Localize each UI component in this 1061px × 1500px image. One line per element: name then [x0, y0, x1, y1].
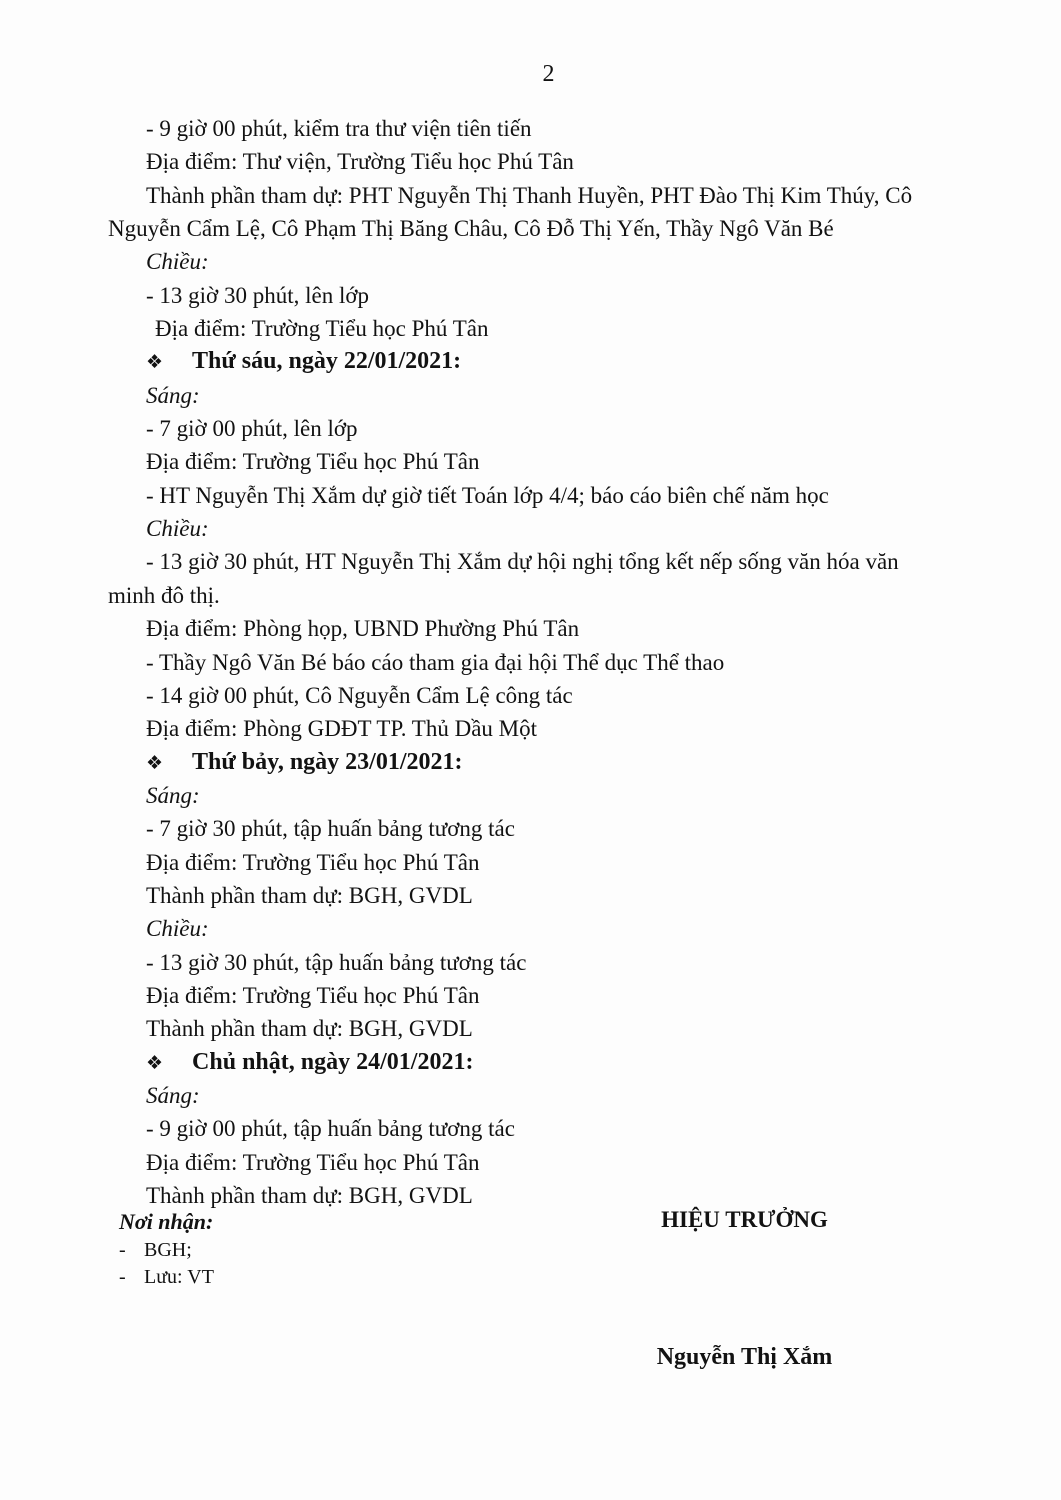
recipients-block — [119, 1207, 214, 1290]
signature-name: Nguyễn Thị Xắm — [656, 1344, 833, 1370]
schedule-line: Địa điểm: Trường Tiểu học Phú Tân — [155, 316, 489, 342]
schedule-line: minh đô thị. — [108, 582, 220, 608]
schedule-line: - 13 giờ 30 phút, tập huấn bảng tương tác — [146, 949, 527, 975]
schedule-line: - 7 giờ 30 phút, tập huấn bảng tương tác — [146, 816, 515, 842]
session-label: Sáng: — [146, 382, 200, 408]
recipients-list — [119, 1237, 214, 1290]
signature-title: HIỆU TRƯỞNG — [661, 1207, 828, 1232]
schedule-body — [108, 112, 1021, 1212]
recipients-label: Nơi nhận: — [119, 1209, 214, 1234]
day-heading — [108, 345, 1021, 378]
schedule-line: Địa điểm: Trường Tiểu học Phú Tân — [146, 982, 480, 1008]
schedule-line: Thành phần tham dự: BGH, GVDL — [146, 1016, 473, 1042]
list-dash: - — [119, 1265, 126, 1288]
schedule-line: Thành phần tham dự: PHT Nguyễn Thị Thanh Huyền, PHT Đào Thị Kim Thúy, Cô — [146, 182, 913, 208]
schedule-line: Thành phần tham dự: BGH, GVDL — [146, 882, 473, 908]
schedule-line: Thành phần tham dự: BGH, GVDL — [146, 1183, 473, 1208]
session-label: Chiều: — [146, 249, 209, 275]
schedule-line: - Thầy Ngô Văn Bé báo cáo tham gia đại hội Thể dục Thể thao — [146, 649, 725, 675]
recipient-text: BGH; — [144, 1239, 192, 1261]
diamond-bullet-icon: ❖ — [146, 751, 164, 774]
session-label: Sáng: — [146, 782, 200, 808]
diamond-bullet-icon: ❖ — [146, 1051, 164, 1074]
list-dash: - — [119, 1239, 126, 1261]
recipient-text: Lưu: VT — [144, 1265, 214, 1288]
schedule-line: - 14 giờ 00 phút, Cô Nguyễn Cẩm Lệ công tác — [146, 682, 573, 708]
recipient-item — [119, 1264, 214, 1291]
schedule-line: Địa điểm: Phòng họp, UBND Phường Phú Tân — [146, 616, 580, 642]
schedule-line: - 13 giờ 30 phút, lên lớp — [146, 282, 370, 308]
recipient-item — [119, 1237, 214, 1264]
diamond-bullet-icon: ❖ — [146, 351, 164, 374]
schedule-line: Địa điểm: Trường Tiểu học Phú Tân — [146, 449, 480, 475]
schedule-line: Nguyễn Cẩm Lệ, Cô Phạm Thị Băng Châu, Cô Đỗ Thị Yến, Thầy Ngô Văn Bé — [108, 216, 834, 242]
day-heading-text: Chủ nhật, ngày 24/01/2021: — [192, 1048, 474, 1075]
day-heading-text: Thứ bảy, ngày 23/01/2021: — [192, 748, 463, 775]
schedule-line: Địa điểm: Phòng GDĐT TP. Thủ Dầu Một — [146, 716, 538, 742]
session-label: Chiều: — [146, 516, 209, 542]
day-heading — [108, 1046, 1021, 1079]
signature-block — [557, 1205, 932, 1373]
schedule-line: Địa điểm: Thư viện, Trường Tiểu học Phú Tân — [146, 149, 574, 175]
schedule-line: - 9 giờ 00 phút, tập huấn bảng tương tác — [146, 1116, 515, 1142]
schedule-line: - 9 giờ 00 phút, kiểm tra thư viện tiên tiến — [146, 116, 532, 141]
schedule-line: - HT Nguyễn Thị Xắm dự giờ tiết Toán lớp 4/4; báo cáo biên chế năm học — [146, 482, 829, 508]
session-label: Sáng: — [146, 1082, 200, 1108]
session-label: Chiều: — [146, 916, 209, 942]
schedule-line: - 7 giờ 00 phút, lên lớp — [146, 416, 358, 442]
day-heading-text: Thứ sáu, ngày 22/01/2021: — [192, 348, 462, 375]
page-number: 2 — [542, 61, 555, 87]
schedule-line: Địa điểm: Trường Tiểu học Phú Tân — [146, 1149, 480, 1175]
schedule-line: Địa điểm: Trường Tiểu học Phú Tân — [146, 849, 480, 875]
schedule-line: - 13 giờ 30 phút, HT Nguyễn Thị Xắm dự hội nghị tổng kết nếp sống văn hóa văn — [146, 549, 899, 575]
day-heading — [108, 746, 1021, 779]
